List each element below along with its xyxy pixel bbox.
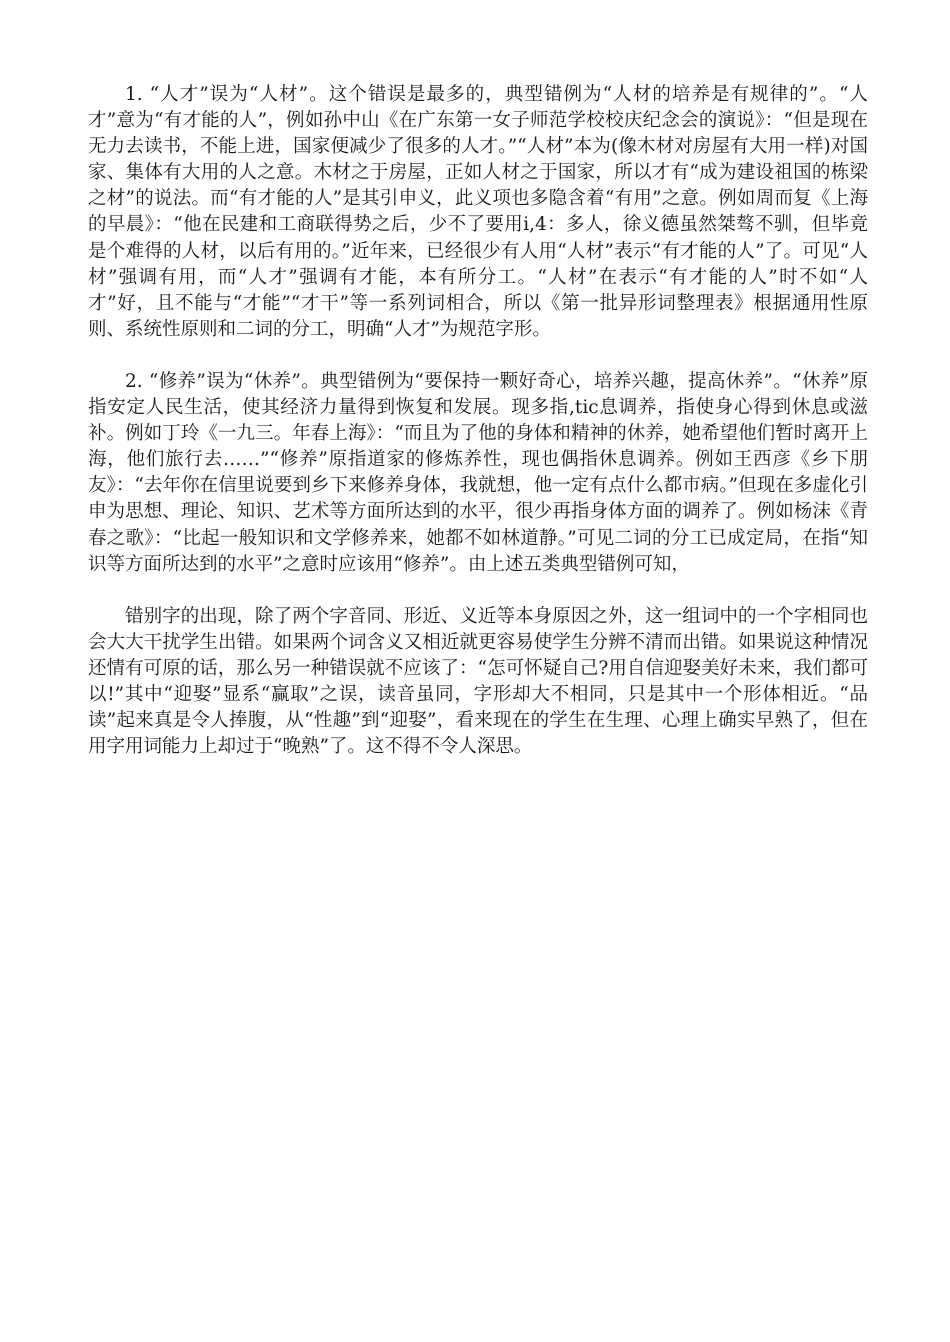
paragraph-conclusion: 错别字的出现，除了两个字音同、形近、义近等本身原因之外，这一组词中的一个字相同也会大大干扰学生出错。如果两个词含义又相近就更容易使学生分辨不清而出错。如果说这种情况还情有可原的话，那么另一种错误就不应该了：“怎可怀疑自己?用自信迎娶美好未来，我们都可以!”其中“迎娶”显系“赢取”之误，读音虽同，字形却大不相同，只是其中一个形体相近。“品读”起来真是令人捧腹，从“性趣”到“迎娶”，看来现在的学生在生理、心理上确实早熟了，但在用字用词能力上却过于“晚熟”了。这不得不令人深思。 — [88, 605, 868, 758]
document-page — [88, 82, 868, 760]
paragraph-rencai: 1. “人才”误为“人材”。这个错误是最多的，典型错例为“人材的培养是有规律的”。“人才”意为“有才能的人”，例如孙中山《在广东第一女子师范学校校庆纪念会的演说》：“但是现在无力去读书，不能上进，国家便减少了很多的人才。”“人材”本为(像木材对房屋有大用一样)对国家、集体有大用的人之意。木材之于房屋，正如人材之于国家，所以才有“成为建设祖国的栋梁之材”的说法。而“有才能的人”是其引申义，此义项也多隐含着“有用”之意。例如周而复《上海的早晨》：“他在民建和工商联得势之后，少不了要用i,4：多人，徐义德虽然桀骜不驯，但毕竟是个难得的人材，以后有用的。”近年来，已经很少有人用“人材”表示“有才能的人”了。可见“人材”强调有用，而“人才”强调有才能，本有所分工。“人材”在表示“有才能的人”时不如“人才”好，且不能与“才能”“才干”等一系列词相合，所以《第一批异形词整理表》根据通用性原则、系统性原则和二词的分工，明确“人才”为规范字形。 — [88, 84, 868, 340]
paragraph-xiuyang: 2. “修养”误为“休养”。典型错例为“要保持一颗好奇心，培养兴趣，提高休养”。“休养”原指安定人民生活，使其经济力量得到恢复和发展。现多指,tic息调养，指使身心得到休息或滋补。例如丁玲《一九三。年春上海》：“而且为了他的身体和精神的休养，她希望他们暂时离开上海，他们旅行去……”“修养”原指道家的修炼养性，现也偶指休息调养。例如王西彦《乡下朋友》：“去年你在信里说要到乡下来修养身体，我就想，他一定有点什么都市病。”但现在多虚化引申为思想、理论、知识、艺术等方面所达到的水平，很少再指身体方面的调养了。例如杨沫《青春之歌》：“比起一般知识和文学修养来，她都不如林道静。”可见二词的分工已成定局，在指“知识等方面所达到的水平”之意时应该用“修养”。由上述五类典型错例可知， — [88, 370, 868, 575]
